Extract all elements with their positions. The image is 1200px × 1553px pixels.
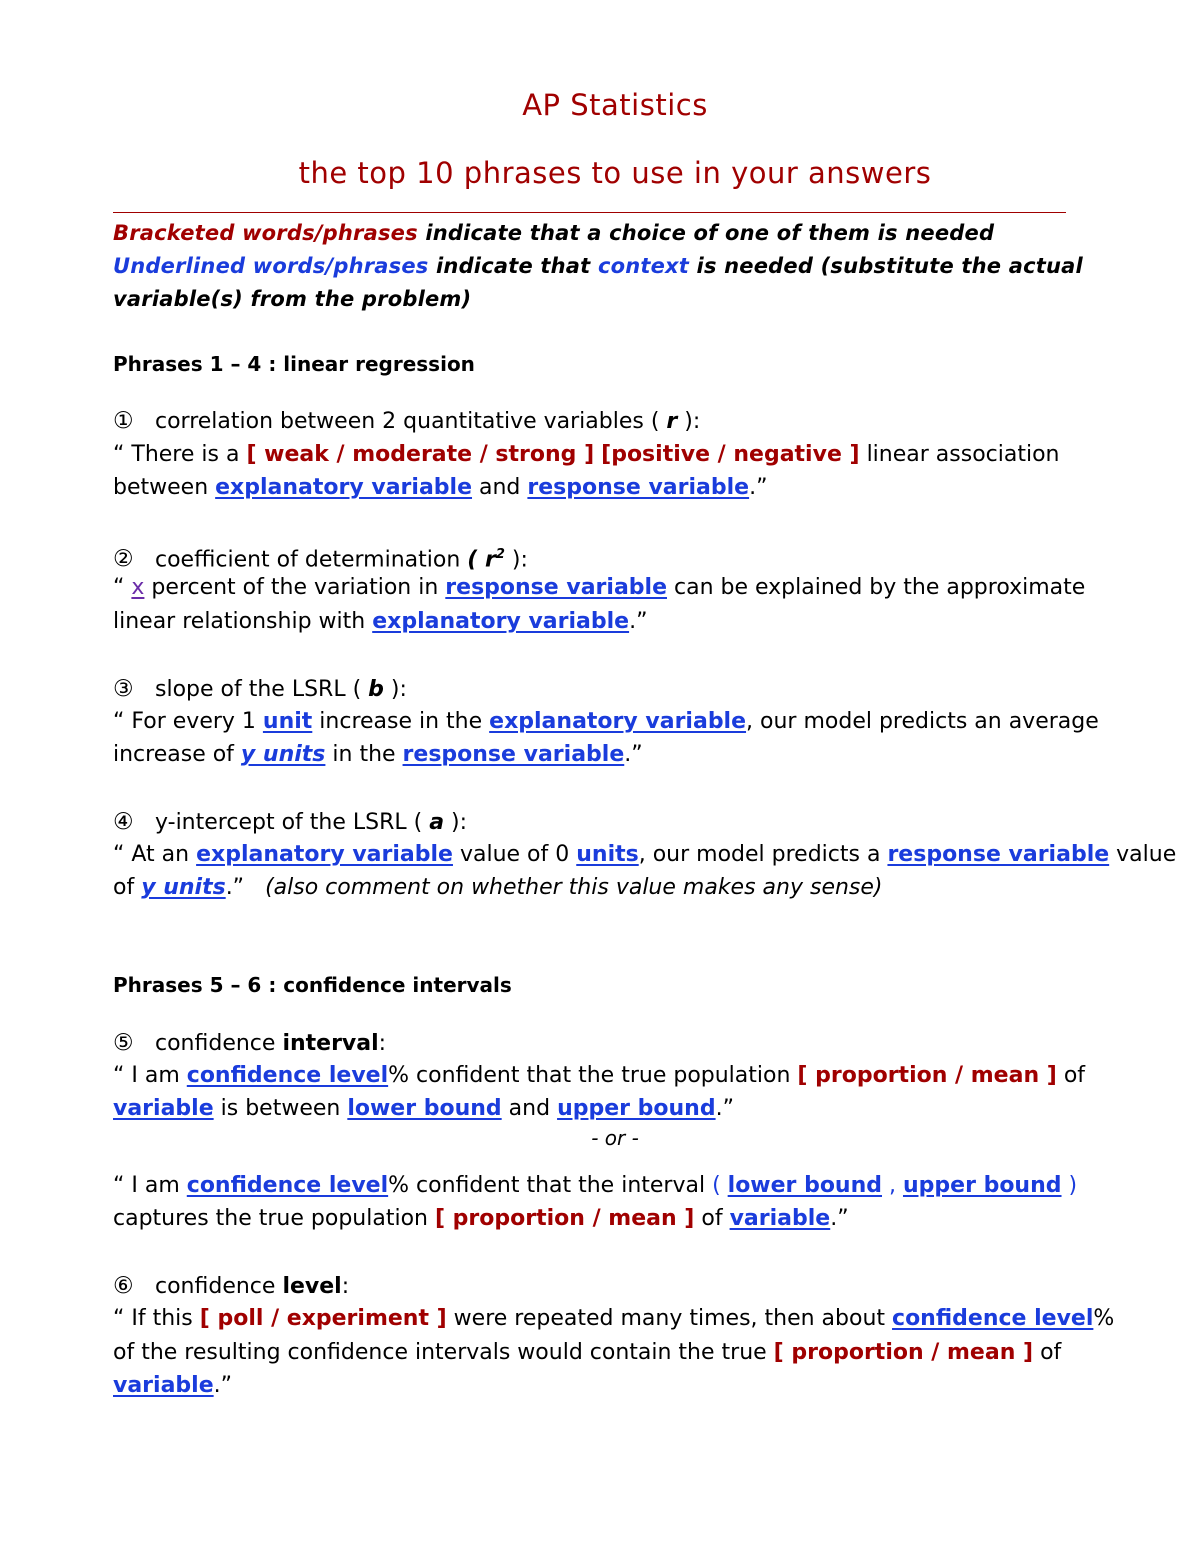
phrase-5-text-5: % confident that the interval xyxy=(388,1173,713,1198)
phrase-1-open: “ There is a xyxy=(113,442,247,467)
phrase-6-end: .” xyxy=(213,1373,233,1398)
symbol-r-squared: ( r xyxy=(467,547,496,573)
note-underlined-text: indicate that xyxy=(428,254,598,278)
phrase-4-label-end: ): xyxy=(444,810,468,835)
phrase-6-label-end: : xyxy=(341,1274,350,1299)
context-explanatory-variable: explanatory variable xyxy=(215,475,473,500)
circled-number-5: ⑤ xyxy=(113,1030,134,1056)
context-y-units: y units xyxy=(141,875,226,900)
phrase-5-end: .” xyxy=(715,1096,734,1121)
phrase-5-text-6: captures the true population xyxy=(113,1206,435,1231)
circled-number-4: ④ xyxy=(113,809,134,835)
paren-open: ( xyxy=(712,1173,728,1198)
phrase-5-text-1: % confident that the true population xyxy=(388,1063,798,1088)
interval-comma: , xyxy=(882,1173,903,1198)
context-response-variable: response variable xyxy=(527,475,750,500)
or-separator: - or - xyxy=(591,1126,639,1150)
context-variable: variable xyxy=(113,1373,214,1398)
phrase-6-label-text: confidence xyxy=(155,1274,283,1299)
phrase-2-open: “ xyxy=(113,575,132,600)
phrase-1-and: and xyxy=(472,475,528,500)
paren-close: ) xyxy=(1061,1173,1078,1198)
choice-proportion-mean: [ proportion / mean ] xyxy=(797,1063,1057,1088)
context-confidence-level: confidence level xyxy=(186,1173,389,1198)
phrase-3-label-text: slope of the LSRL ( xyxy=(155,677,369,702)
phrase-1-label xyxy=(113,406,700,437)
phrase-3-label xyxy=(113,674,407,705)
phrase-6-open: “ If this xyxy=(113,1306,200,1331)
page-title: AP Statistics xyxy=(522,88,708,122)
context-upper-bound: upper bound xyxy=(557,1096,716,1121)
phrase-5-end-2: .” xyxy=(830,1206,849,1231)
phrase-5-alt-open: “ I am xyxy=(113,1173,187,1198)
phrase-6-line-3 xyxy=(113,1371,232,1401)
context-response-variable: response variable xyxy=(402,742,625,767)
phrase-5-text-3: is between xyxy=(213,1096,348,1121)
phrase-4-line-1 xyxy=(113,840,1176,870)
symbol-r: r xyxy=(666,409,678,434)
phrase-5-label-text: confidence xyxy=(155,1031,283,1056)
phrase-4-label xyxy=(113,807,467,838)
note-underlined-lead: Underlined words/phrases xyxy=(113,254,429,278)
phrase-6-text-3: of xyxy=(1033,1340,1062,1365)
phrase-5-alt-line-2 xyxy=(113,1204,849,1234)
context-upper-bound: upper bound xyxy=(902,1173,1062,1198)
phrase-5-text-4: and xyxy=(501,1096,558,1121)
context-response-variable: response variable xyxy=(887,842,1110,867)
context-variable: variable xyxy=(729,1206,831,1231)
phrase-6-text-2: of the resulting confidence intervals would contain the true xyxy=(113,1340,774,1365)
section-heading-confidence-intervals: Phrases 5 – 6 : confidence intervals xyxy=(113,973,512,997)
phrase-4-comment: (also comment on whether this value makes any sense) xyxy=(265,875,883,900)
context-explanatory-variable: explanatory variable xyxy=(196,842,453,867)
phrase-4-text-3: value xyxy=(1109,842,1177,867)
note-bracketed xyxy=(113,218,994,248)
context-lower-bound: lower bound xyxy=(347,1096,502,1121)
phrase-1-line-1 xyxy=(113,440,1060,470)
context-explanatory-variable: explanatory variable xyxy=(372,609,630,634)
circled-number-3: ③ xyxy=(113,676,134,702)
phrase-3-text-1: increase in the xyxy=(312,709,490,734)
choice-direction: [positive / negative ] xyxy=(601,442,860,467)
phrase-1-end: .” xyxy=(749,475,768,500)
phrase-3-text-3: increase of xyxy=(113,742,241,767)
context-lower-bound: lower bound xyxy=(727,1173,882,1198)
phrase-3-end: .” xyxy=(624,742,643,767)
phrase-2-text-2: can be explained by the approximate xyxy=(667,575,1086,600)
context-explanatory-variable: explanatory variable xyxy=(489,709,747,734)
note-bracketed-text: indicate that a choice of one of them is needed xyxy=(417,221,995,245)
phrase-3-text-4: in the xyxy=(325,742,403,767)
symbol-a: a xyxy=(429,810,445,835)
symbol-b: b xyxy=(368,677,384,702)
phrase-6-line-1 xyxy=(113,1304,1114,1334)
phrase-6-label-bold: level xyxy=(282,1274,342,1299)
choice-proportion-mean: [ proportion / mean ] xyxy=(434,1206,695,1231)
phrase-3-line-2 xyxy=(113,740,643,770)
phrase-2-line-2 xyxy=(113,607,647,637)
circled-number-1: ① xyxy=(113,408,134,434)
phrase-2-text-3: linear relationship with xyxy=(113,609,373,634)
note-bracketed-lead: Bracketed words/phrases xyxy=(113,221,418,245)
phrase-1-text-2: between xyxy=(113,475,216,500)
phrase-5-label-end: : xyxy=(378,1031,387,1056)
context-y-units: y units xyxy=(240,742,326,767)
phrase-6-text-1: were repeated many times, then about xyxy=(446,1306,893,1331)
phrase-6-line-2 xyxy=(113,1338,1061,1368)
note-context-word: context xyxy=(597,254,690,278)
context-unit: unit xyxy=(262,709,313,734)
phrase-3-open: “ For every 1 xyxy=(113,709,263,734)
title-divider xyxy=(113,212,1066,213)
context-confidence-level: confidence level xyxy=(892,1306,1094,1331)
choice-proportion-mean: [ proportion / mean ] xyxy=(773,1340,1034,1365)
context-confidence-level: confidence level xyxy=(186,1063,389,1088)
phrase-5-line-2 xyxy=(113,1094,734,1124)
section-heading-linear-regression: Phrases 1 – 4 : linear regression xyxy=(113,352,475,376)
phrase-1-label-end: ): xyxy=(677,409,701,434)
phrase-5-alt-line-1 xyxy=(113,1171,1077,1201)
context-x-percent: x xyxy=(131,575,145,600)
circled-number-2: ② xyxy=(113,546,134,573)
phrase-2-label-end: ): xyxy=(504,547,528,573)
phrase-3-label-end: ): xyxy=(383,677,407,702)
phrase-2-line-1 xyxy=(113,573,1085,603)
context-response-variable: response variable xyxy=(445,575,667,600)
note-underlined-rest: is needed (substitute the actual xyxy=(689,254,1083,278)
phrase-4-text-1: value of 0 xyxy=(452,842,577,867)
note-underlined xyxy=(113,251,1083,281)
phrase-3-line-1 xyxy=(113,707,1099,737)
superscript-2: 2 xyxy=(495,547,505,562)
choice-poll-experiment: [ poll / experiment ] xyxy=(199,1306,447,1331)
choice-strength: [ weak / moderate / strong ] xyxy=(246,442,595,467)
page-subtitle: the top 10 phrases to use in your answers xyxy=(298,156,932,190)
phrase-1-label-text: correlation between 2 quantitative variables ( xyxy=(155,409,667,434)
phrase-2-label xyxy=(113,540,528,575)
phrase-5-label xyxy=(113,1028,386,1059)
phrase-6-label xyxy=(113,1271,349,1302)
context-units: units xyxy=(576,842,639,867)
phrase-4-line-2 xyxy=(113,873,883,903)
phrase-4-label-text: y-intercept of the LSRL ( xyxy=(155,810,430,835)
phrase-1-line-2 xyxy=(113,473,768,503)
phrase-5-open: “ I am xyxy=(113,1063,187,1088)
phrase-5-line-1 xyxy=(113,1061,1085,1091)
note-underlined-line2: variable(s) from the problem) xyxy=(113,287,472,311)
phrase-4-open: “ At an xyxy=(113,842,197,867)
phrase-4-text-2: , our model predicts a xyxy=(638,842,888,867)
phrase-2-end: .” xyxy=(629,609,648,634)
phrase-5-text-2: of xyxy=(1056,1063,1086,1088)
phrase-4-text-4: of xyxy=(113,875,142,900)
phrase-5-label-bold: interval xyxy=(282,1031,379,1056)
context-variable: variable xyxy=(113,1096,214,1121)
phrase-3-text-2: , our model predicts an average xyxy=(746,709,1099,734)
phrase-5-text-7: of xyxy=(694,1206,730,1231)
phrase-6-percent: % xyxy=(1093,1306,1115,1331)
phrase-2-label-text: coefficient of determination xyxy=(155,547,468,573)
circled-number-6: ⑥ xyxy=(113,1273,134,1299)
phrase-1-text-1: linear association xyxy=(859,442,1060,467)
phrase-4-end: .” xyxy=(225,875,245,900)
phrase-2-text-1: percent of the variation in xyxy=(144,575,446,600)
